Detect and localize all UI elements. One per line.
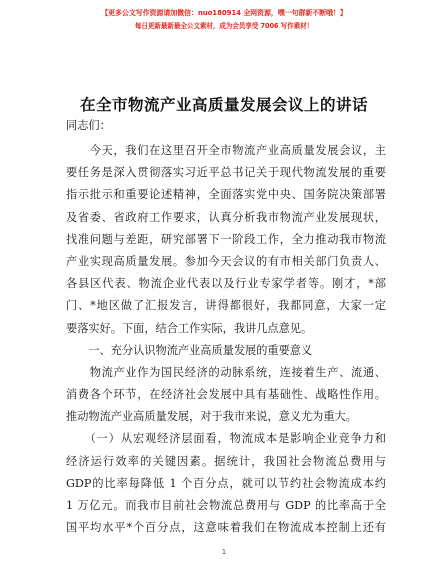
body-line: （一）从宏观经济层面看，物流成本是影响企业竞争力和 [66,432,386,446]
body-line: 今天，我们在这里召开全市物流产业高质量发展会议，主 [66,144,386,157]
body-line: GDP的比率每降低 1 个百分点，就可以节约社会物流成本约 [66,476,386,490]
salutation: 同志们： [66,119,111,132]
promo-banner-line-2: 每日更新最新最全公文素材，成为会员享受 7006 写作素材！ [134,22,314,30]
body-line: 指示批示和重要论述精神，全面落实党中央、国务院决策部署 [66,188,386,202]
body-line: 消费各个环节，在经济社会发展中具有基础性、战略性作用。 [66,388,386,402]
body-line: 要任务是深入贯彻落实习近平总书记关于现代物流发展的重要 [66,166,386,180]
body-line: 产业实现高质量发展。参加今天会议的有市相关部门负责人、 [66,254,386,268]
promo-banner-line-1: 【更多公文写作资源请加微信：nuo180914 全网资源，嘿一句群新不断哦！】 [101,9,347,17]
body-line: 要落实好。下面，结合工作实际，我讲几点意见。 [66,321,313,335]
body-line: 及省委、省政府工作要求，认真分析我市物流产业发展现状， [66,210,386,224]
body-line: 1 万亿元。而我市目前社会物流总费用与 GDP 的比率高于全 [66,499,386,512]
body-line: 各县区代表、物流企业代表以及行业专家学者等。刚才，*部 [66,277,386,291]
page-number: 1 [221,548,227,556]
body-line: 国平均水平*个百分点，这意味着我们在物流成本控制上还有 [66,521,386,535]
body-text [66,140,386,539]
body-line: 找准问题与差距，研究部署下一阶段工作，全力推动我市物流 [66,232,386,246]
body-line: 门、*地区做了汇报发言，讲得都很好，我都同意，大家一定 [66,299,386,313]
body-line: 物流产业作为国民经济的动脉系统，连接着生产、流通、 [66,365,386,379]
document-title: 在全市物流产业高质量发展会议上的讲话 [79,96,368,114]
body-line: 经济运行效率的关键因素。据统计，我国社会物流总费用与 [66,454,386,468]
section-heading: 一、充分认识物流产业高质量发展的重要意义 [66,343,313,357]
body-line: 推动物流产业高质量发展，对于我市来说，意义尤为重大。 [66,410,357,424]
